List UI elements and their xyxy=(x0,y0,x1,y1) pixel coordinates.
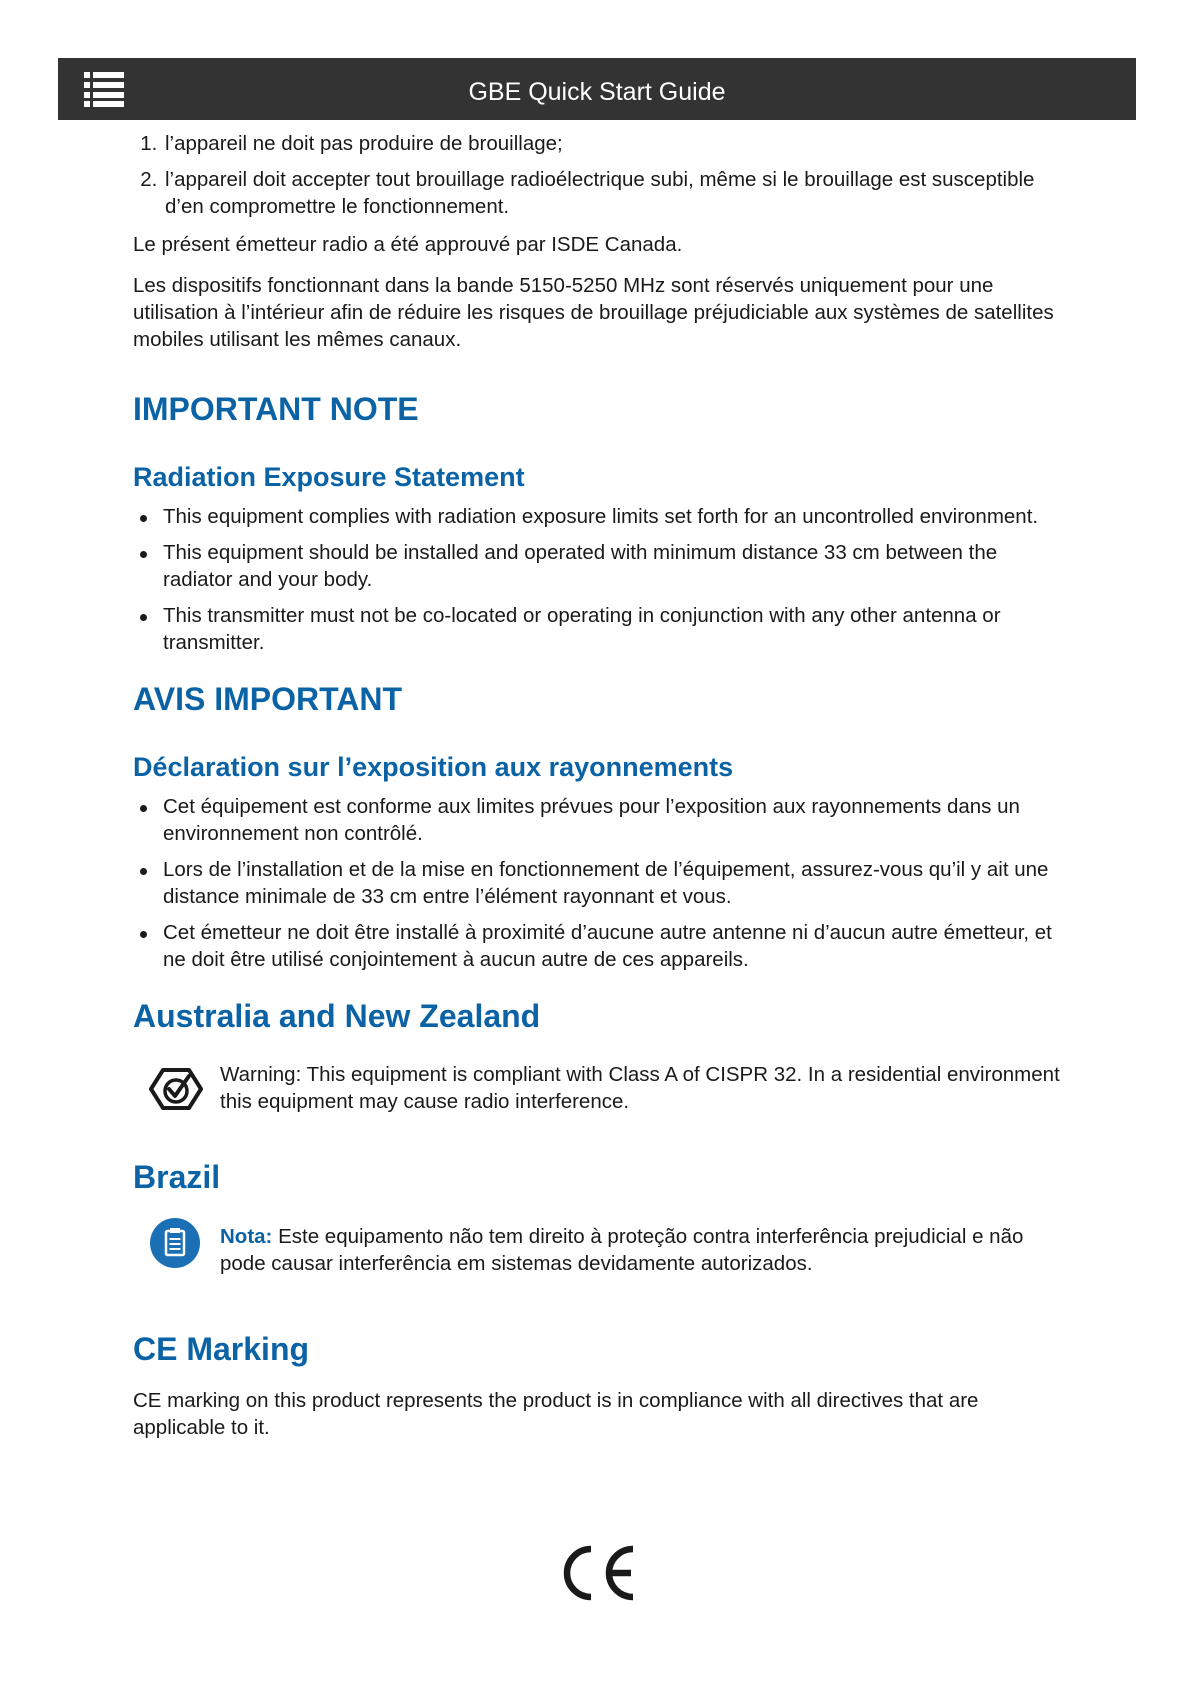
list-item: Lors de l’installation et de la mise en fonctionnement de l’équipement, assurez-vous qu’il y ait une distance minimale de 33 cm entre l’élément rayonnant et vous. xyxy=(133,856,1063,910)
list-item: Cet équipement est conforme aux limites prévues pour l’exposition aux rayonnements dans un environnement non contrôlé. xyxy=(133,793,1063,847)
australia-warning xyxy=(133,1061,1063,1115)
avis-important-heading: AVIS IMPORTANT xyxy=(133,681,403,717)
document-title: GBE Quick Start Guide xyxy=(468,78,726,106)
declaration-bullets xyxy=(133,793,1063,973)
page-content xyxy=(133,130,1063,1441)
ce-mark-icon xyxy=(557,1543,637,1603)
canada-conditions-list xyxy=(133,130,1063,220)
list-item: This transmitter must not be co-located or operating in conjunction with any other antenna or transmitter. xyxy=(133,602,1063,656)
brazil-note xyxy=(133,1223,1063,1277)
header-bar xyxy=(58,58,1136,120)
list-item: This equipment complies with radiation exposure limits set forth for an uncontrolled environment. xyxy=(133,503,1063,530)
brazil-heading: Brazil xyxy=(133,1159,221,1195)
list-item: 1. l’appareil ne doit pas produire de brouillage; xyxy=(163,130,1063,157)
nota-label: Nota: xyxy=(220,1225,273,1248)
rcm-compliance-mark-icon xyxy=(149,1067,203,1118)
australia-warning-text: Warning: This equipment is compliant with Class A of CISPR 32. In a residential environment this equipment may cause radio interference. xyxy=(220,1063,1060,1113)
important-note-heading: IMPORTANT NOTE xyxy=(133,391,419,427)
ce-marking-heading: CE Marking xyxy=(133,1331,310,1367)
list-item: Cet émetteur ne doit être installé à proximité d’aucune autre antenne ni d’aucun autre émetteur, et ne doit être utilisé conjointement à aucun autre de ces appareils. xyxy=(133,919,1063,973)
canada-approval-text: Le présent émetteur radio a été approuvé par ISDE Canada. xyxy=(133,233,683,256)
note-icon xyxy=(149,1217,201,1276)
list-item: 2. l’appareil doit accepter tout brouillage radioélectrique subi, même si le brouillage est susceptible d’en compromettre le fonctionnement. xyxy=(163,166,1063,220)
australia-heading: Australia and New Zealand xyxy=(133,998,541,1034)
canada-band-text: Les dispositifs fonctionnant dans la bande 5150-5250 MHz sont réservés uniquement pour une utilisation à l’intérieur afin de réduire les risques de brouillage préjudiciable aux systèmes de satellites mobiles utilisant les mêmes canaux. xyxy=(133,274,1054,351)
declaration-heading: Déclaration sur l’exposition aux rayonnements xyxy=(133,752,734,782)
nota-body: Este equipamento não tem direito à proteção contra interferência prejudicial e não pode causar interferência em sistemas devidamente autorizados. xyxy=(220,1225,1024,1275)
radiation-exposure-heading: Radiation Exposure Statement xyxy=(133,462,525,492)
radiation-bullets xyxy=(133,503,1063,656)
list-item: This equipment should be installed and operated with minimum distance 33 cm between the radiator and your body. xyxy=(133,539,1063,593)
brazil-note-text xyxy=(220,1223,1063,1277)
list-menu-icon[interactable] xyxy=(84,71,124,107)
ce-marking-text: CE marking on this product represents the product is in compliance with all directives that are applicable to it. xyxy=(133,1389,979,1439)
